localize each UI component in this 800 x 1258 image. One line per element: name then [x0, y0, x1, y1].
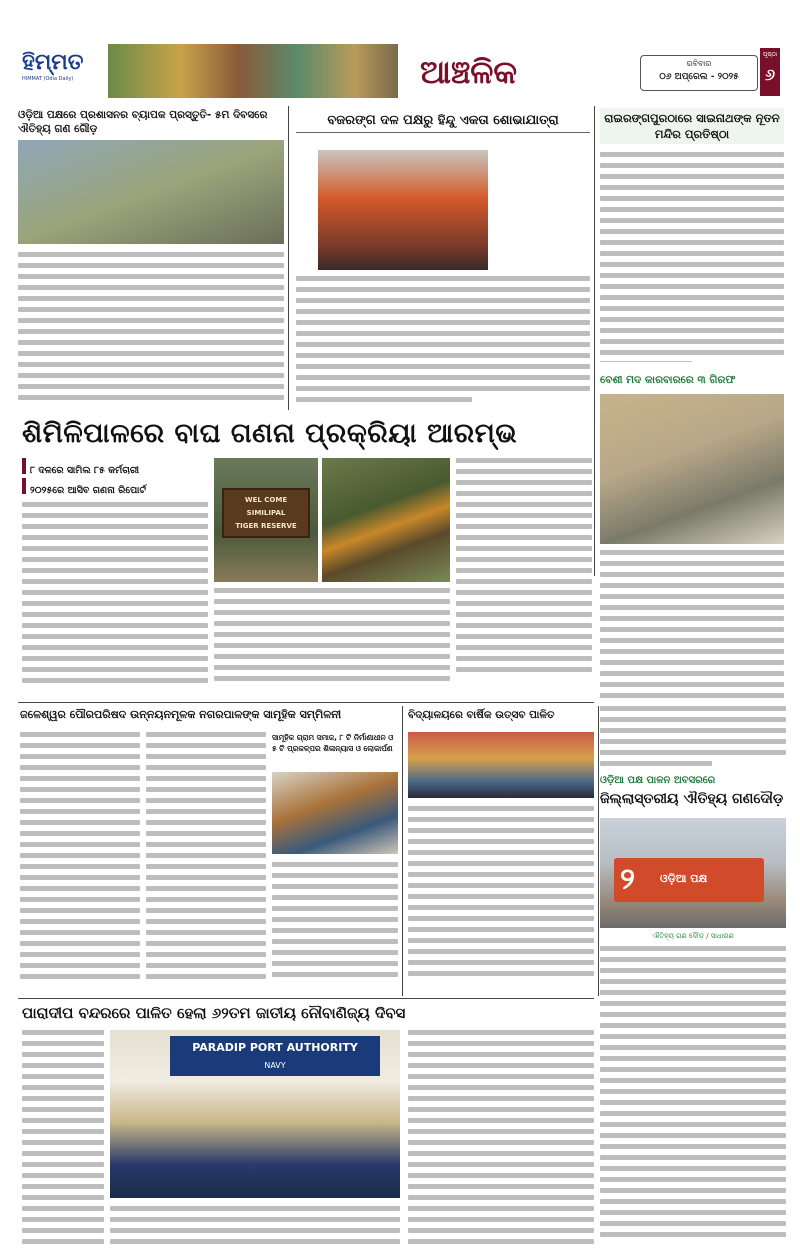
odia-paksha-headline-2: ଜିଲ୍ଲାସ୍ତରୀୟ ଐତିହ୍ୟ ଗଣଦୌଡ଼: [600, 791, 784, 807]
bajrang-photo: [318, 150, 488, 270]
article-liquor: [600, 372, 784, 702]
similipal-bullet-1-text: ୮ ଦଳରେ ସାମିଲ ୮୫ କର୍ମଚାରୀ: [30, 465, 140, 474]
similipal-tiger-photo: [322, 458, 450, 582]
similipal-body-col1: [22, 502, 208, 698]
article-paradip: [22, 1002, 594, 1254]
article-bajrang: [296, 110, 590, 410]
similipal-sign-photo: [214, 458, 318, 582]
gauraba-photo: [18, 140, 284, 244]
banner-text: ଓଡ଼ିଆ ପକ୍ଷ: [660, 872, 708, 885]
paradip-body-col2: [110, 1206, 400, 1252]
col-divider-3: [402, 706, 403, 996]
gauraba-body: [18, 252, 284, 402]
paradip-banner-text: PARADIP PORT AUTHORITY: [192, 1041, 358, 1054]
liquor-headline: ବେଶୀ ମଦ କାରବାରରେ ୩ ଗିରଫ: [600, 374, 736, 386]
jaleswar-photo: [272, 772, 398, 854]
logo-subtext: HIMMAT (Odia Daily): [22, 76, 74, 82]
paradip-headline: ପାରାଦୀପ ବନ୍ଦରରେ ପାଳିତ ହେଲା ୬୨ତମ ଜାତୀୟ ନୌବାଣିଜ୍ୟ ଦିବସ: [22, 1004, 406, 1022]
jaleswar-headline: ଜଳେଶ୍ୱର ପୌରପରିଷଦ ଉନ୍ନୟନମୂଳକ ନଗରପାଳଙ୍କ ସାମୂହିକ ସମ୍ମିଳନୀ: [20, 708, 342, 721]
page-number-badge: [760, 48, 780, 96]
odia-paksha-caption: ଐତିହ୍ୟ ଗଣ ଦୌଡ଼ / ସାଧାରଣ: [652, 932, 734, 940]
gauraba-headline: ଓଡ଼ିଆ ପକ୍ଷରେ ପ୍ରଶାସନର ବ୍ୟାପକ ପ୍ରସ୍ତୁତି- ୫ମ ଦିବସରେ ଐତିହ୍ୟ ଗଣ ଗୌଡ଼: [18, 109, 268, 135]
vidyalaya-body: [408, 806, 594, 994]
jaleswar-body-col2: [146, 732, 266, 992]
row-rule-2: [18, 702, 594, 703]
vidyalaya-photo: [408, 732, 594, 798]
sign-line-2: SIMILIPAL: [246, 509, 286, 517]
article-rairangpur: [600, 108, 784, 368]
odia-paksha-body: [600, 946, 786, 1250]
paradip-banner: [170, 1036, 380, 1076]
day-label: ରବିବାର: [686, 59, 712, 68]
bajrang-headline: ବଜରଙ୍ଗ ଦଳ ପକ୍ଷରୁ ହିନ୍ଦୁ ଏକତା ଶୋଭାଯାତ୍ରା: [296, 110, 590, 133]
col-divider-4: [598, 706, 599, 996]
logo-text: ହିମ୍ମତ: [22, 50, 84, 75]
similipal-headline: ଶିମିଳିପାଳରେ ବାଘ ଗଣନା ପ୍ରକ୍ରିୟା ଆରମ୍ଭ: [22, 418, 518, 449]
jaleswar-body-col1: [20, 732, 140, 992]
page-number: ୬: [764, 65, 776, 84]
liquor-body: [600, 550, 784, 700]
liquor-photo: [600, 394, 784, 544]
bajrang-body: [296, 276, 590, 404]
odia-paksha-photo: [600, 818, 786, 928]
banner-number: ୨: [620, 862, 635, 897]
paradip-photo: [110, 1030, 400, 1198]
date-label: ୦୬ ଅପ୍ରେଲ - ୨୦୨୫: [659, 72, 739, 82]
jaleswar-body-col3: [272, 862, 398, 992]
col-divider-2: [594, 106, 595, 576]
rairangpur-headline: ରାଇରଙ୍ଗପୁରଠାରେ ସାଇନାଥଙ୍କ ନୂତନ ମନ୍ଦିର ପ୍ରତିଷ୍ଠା: [600, 108, 784, 144]
article-similipal: [22, 458, 592, 700]
page-label: ପୃଷ୍ଠା: [762, 51, 778, 58]
rairangpur-body: [600, 152, 784, 362]
logo: [22, 50, 102, 90]
paradip-body-col3: [408, 1030, 594, 1252]
masthead: [0, 0, 800, 100]
date-box: [640, 55, 758, 91]
ambulance-subhead: [272, 732, 398, 772]
sign-line-3: TIGER RESERVE: [235, 522, 297, 530]
paradip-body-col1: [22, 1030, 104, 1252]
row-rule-3: [18, 998, 594, 999]
sign-line-1: WEL COME: [244, 496, 288, 504]
similipal-body-col3: [456, 458, 592, 698]
article-jaleswar: [20, 706, 398, 996]
liquor-continuation: [600, 706, 786, 772]
col-divider-1: [288, 106, 289, 410]
tiger-reserve-sign: [222, 488, 310, 538]
masthead-collage: [108, 44, 398, 98]
article-odia-paksha: [600, 774, 786, 1254]
similipal-bullet-1: [22, 458, 208, 474]
similipal-bullet-2: [22, 478, 208, 494]
article-vidyalaya: [408, 706, 594, 996]
paradip-banner-sub: NAVY: [264, 1061, 286, 1070]
article-gauraba: [18, 108, 284, 410]
odia-paksha-headline-1: ଓଡ଼ିଆ ପକ୍ଷ ପାଳନ ଅବସରରେ: [600, 775, 716, 786]
vidyalaya-headline: ବିଦ୍ୟାଳୟରେ ବାର୍ଷିକ ଉତ୍ସବ ପାଳିତ: [408, 709, 555, 721]
section-title: ଆଞ୍ଚଳିକ: [420, 53, 518, 91]
ambulance-headline: ସାମୂହିକ ଗ୍ରାମ ସମାଜ, ୮ ଟି ନିର୍ମାଣାଧୀନ ଓ ୫ ଟି ପ୍ରକଳ୍ପର ଶିଳାନ୍ୟାସ ଓ ଲୋକାର୍ପଣ: [272, 733, 394, 753]
similipal-bullet-2-text: ୨୦୨୫ରେ ଆସିବ ଗଣନା ରିପୋର୍ଟ: [30, 485, 146, 494]
similipal-body-col2: [214, 588, 450, 698]
odia-paksha-banner: [614, 858, 764, 902]
